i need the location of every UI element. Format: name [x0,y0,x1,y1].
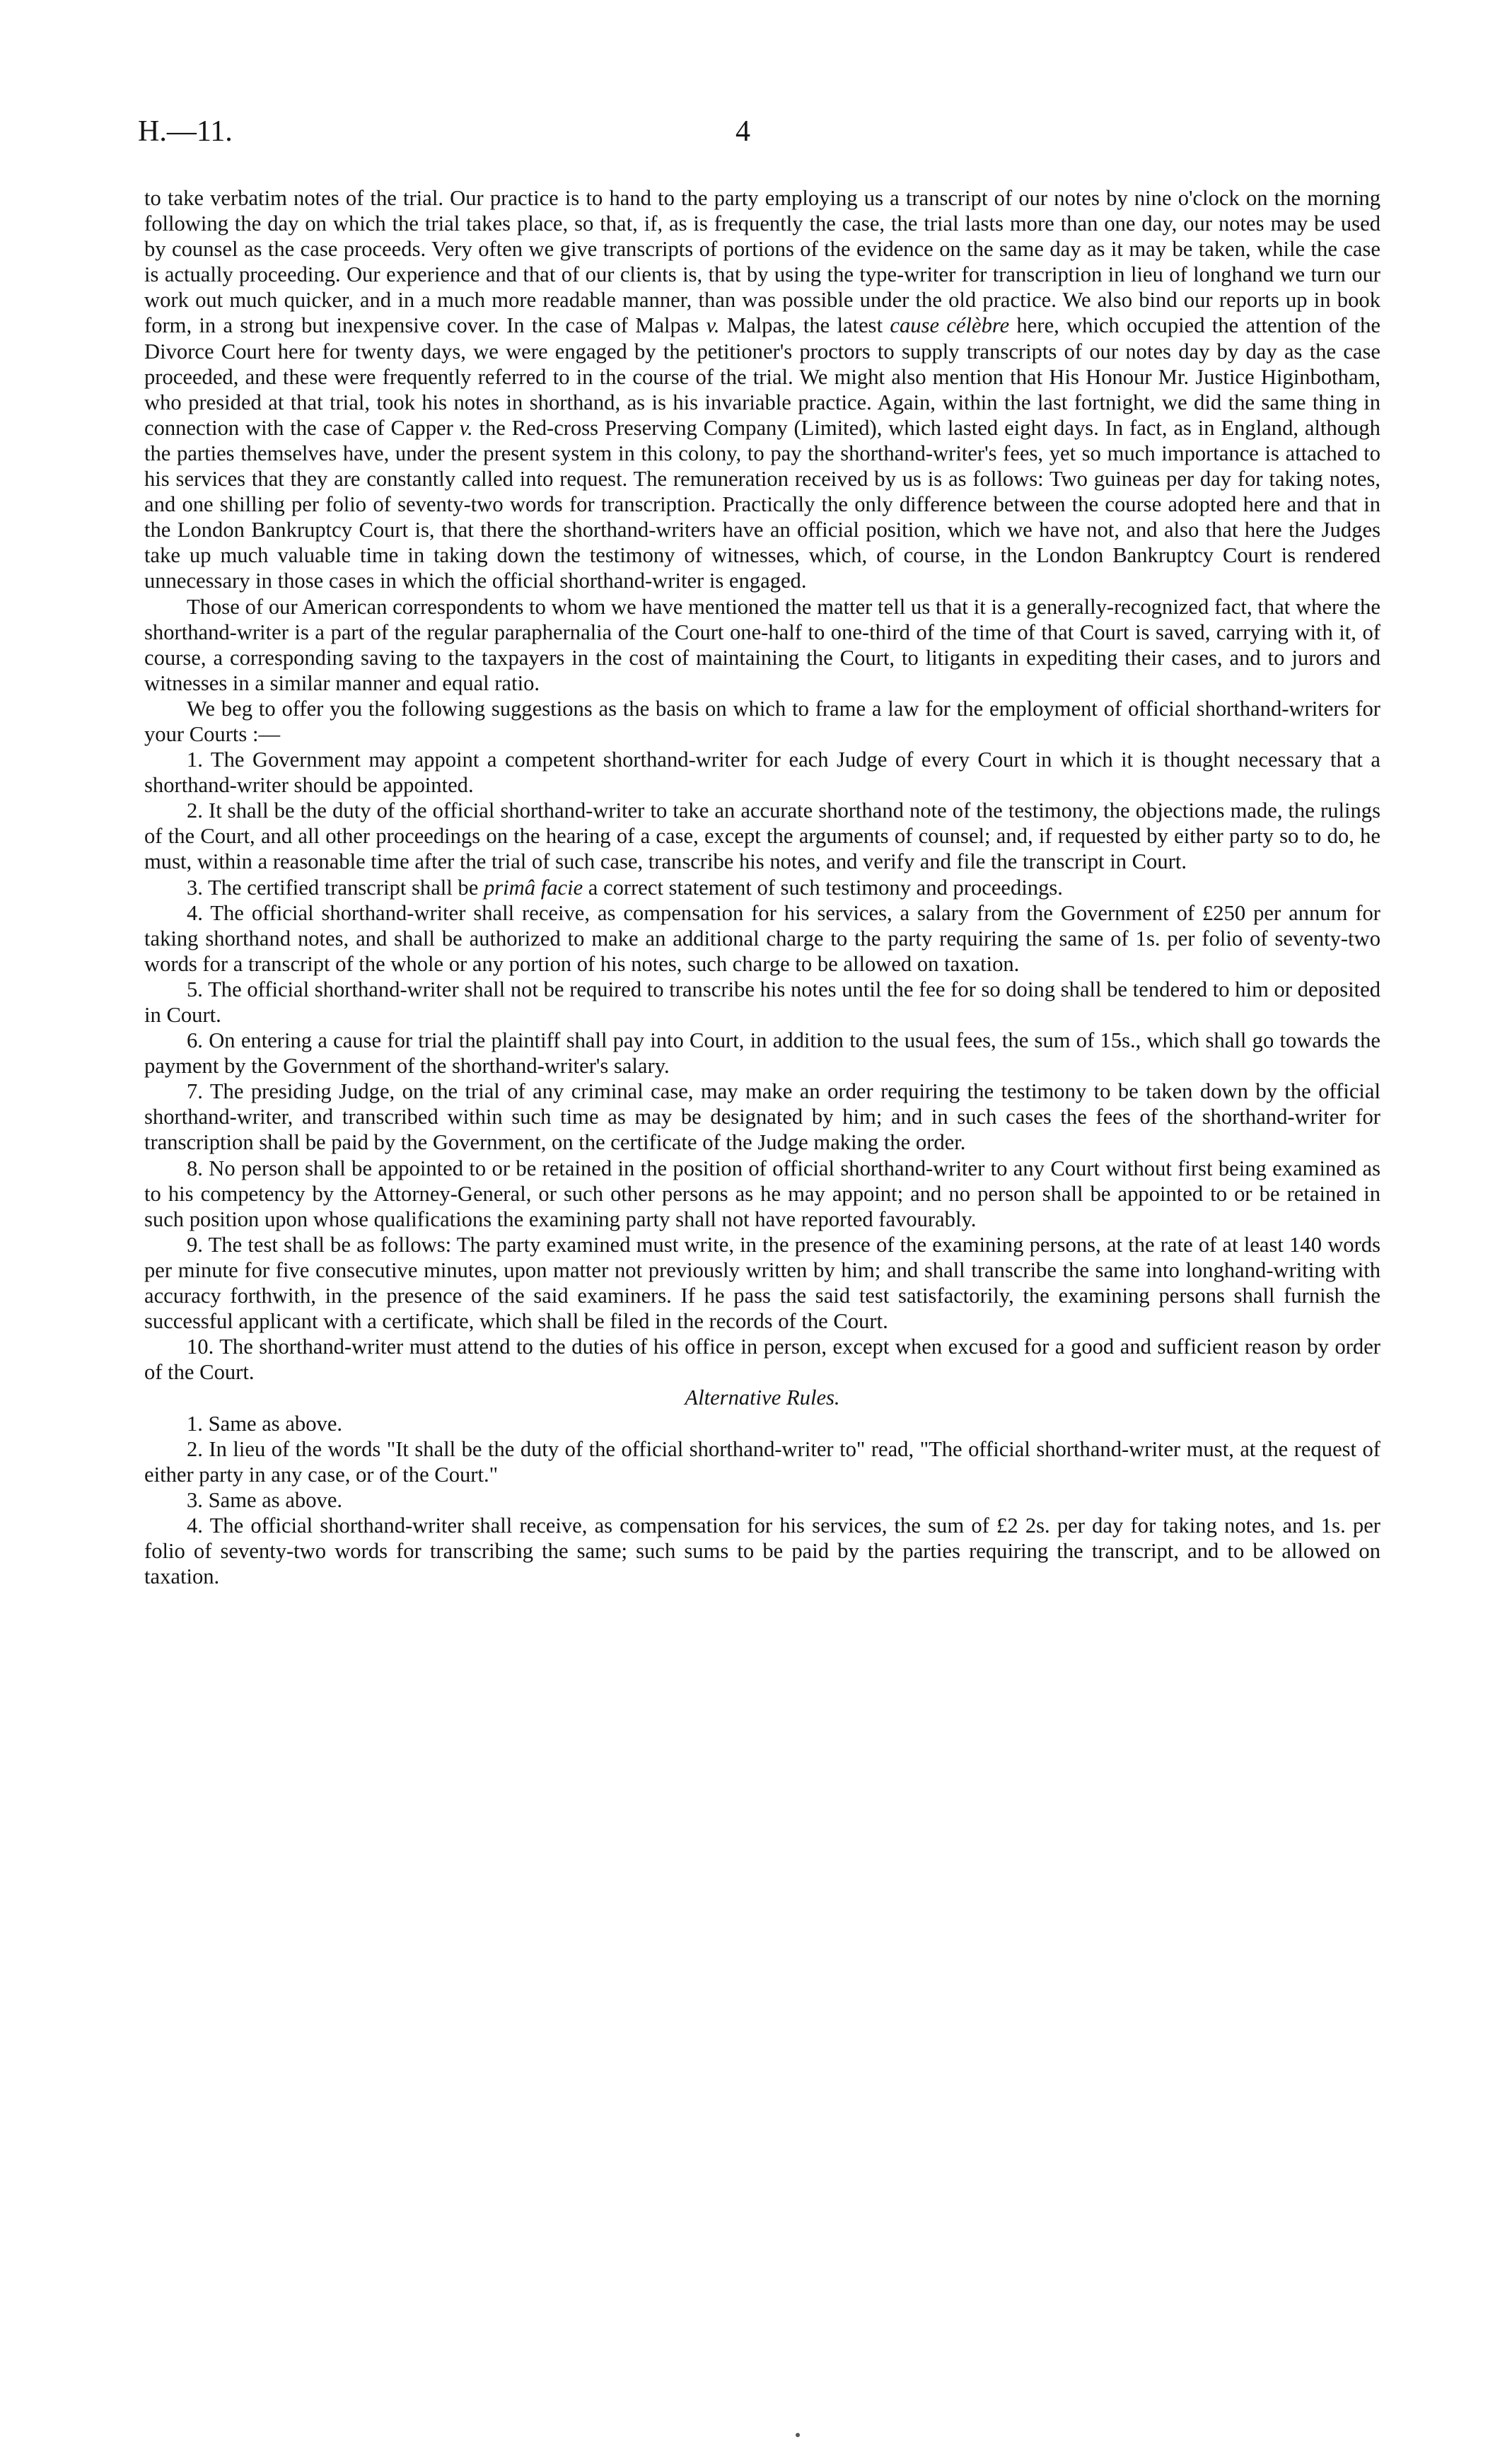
paragraph-continued: to take verbatim notes of the trial. Our practice is to hand to the party employing us a transcript of our notes by nine o'clock on the morning following the day on which the trial takes place, so that, if, as is frequently the case, the trial lasts more than one day, our notes may be used by counsel as the case proceeds. Very often we give transcripts of portions of the evidence on the same day as it may be taken, while the case is actually proceeding. Our experience and that of our clients is, that by using the type-writer for transcription in lieu of longhand we turn our work out much quicker, and in a much more readable manner, than was possible under the old practice. We also bind our reports up in book form, in a strong but inexpensive cover. In the case of Malpas v. Malpas, the latest cause célèbre here, which occupied the attention of the Divorce Court here for twenty days, we were engaged by the petitioner's proctors to supply transcripts of our notes day by day as the case proceeded, and these were frequently referred to in the course of the trial. We might also mention that His Honour Mr. Justice Higinbotham, who presided at that trial, took his notes in shorthand, as is his invariable practice. Again, within the last fortnight, we did the same thing in connection with the case of Capper v. the Red-cross Preserving Company (Limited), which lasted eight days. In fact, as in England, although the parties themselves have, under the present system in this colony, to pay the shorthand-writer's fees, yet so much importance is attached to his services that they are constantly called into request. The remuneration received by us is as follows: Two guineas per day for taking notes, and one shilling per folio of seventy-two words for transcription. Practically the only difference between the course adopted here and that in the London Bankruptcy Court is, that there the shorthand-writers have an official position, which we have not, and also that here the Judges take up much valuable time in taking down the testimony of witnesses, which, of course, in the London Bankruptcy Court is rendered unnecessary in those cases in which the official shorthand-writer is engaged. [144,186,1380,593]
rule-10: 10. The shorthand-writer must attend to the duties of his office in person, except when excused for a good and sufficient reason by order of the Court. [144,1335,1380,1385]
print-mark [796,2433,804,2437]
rule-9: 9. The test shall be as follows: The party examined must write, in the presence of the examining persons, at the rate of at least 140 words per minute for five consecutive minutes, upon matter not previously written by him; and shall transcribe the same into longhand-writing with accuracy forthwith, in the presence of the said examiners. If he pass the said test satisfactorily, the examining persons shall furnish the successful applicant with a certificate, which shall be filed in the records of the Court. [144,1232,1380,1334]
rule-1: 1. The Government may appoint a competent shorthand-writer for each Judge of every Court in which it is thought necessary that a shorthand-writer should be appointed. [144,748,1380,798]
rule-2: 2. It shall be the duty of the official shorthand-writer to take an accurate shorthand note of the testimony, the objections made, the rulings of the Court, and all other proceedings on the hearing of a case, except the arguments of counsel; and, if requested by either party so to do, he must, within a reasonable time after the trial of such case, transcribe his notes, and verify and file the transcript in Court. [144,798,1380,874]
parliamentary-paper-reference: H.—11. [138,115,233,148]
paragraph-american-correspondents: Those of our American correspondents to whom we have mentioned the matter tell us that it is a generally-recognized fact, that where the shorthand-writer is a part of the regular paraphernalia of the Court one-half to one-third of the time of that Court is saved, carrying with it, of course, a corresponding saving to the taxpayers in the cost of maintaining the Court, to litigants in expediting their cases, and to jurors and witnesses in a similar manner and equal ratio. [144,594,1380,695]
alternative-rule-1: 1. Same as above. [187,1411,343,1436]
alternative-rule-2: 2. In lieu of the words "It shall be the duty of the official shorthand-writer to" read, "The official shorthand-writer must, at the request of either party in any case, or of the Court." [144,1436,1380,1487]
rule-5: 5. The official shorthand-writer shall not be required to transcribe his notes until the fee for so doing shall be tendered to him or deposited in Court. [144,977,1380,1027]
rule-4: 4. The official shorthand-writer shall receive, as compensation for his services, a salary from the Government of £250 per annum for taking shorthand notes, and shall be authorized to make an additional charge to the party requiring the same of 1s. per folio of seventy-two words for a transcript of the whole or any portion of his notes, such charge to be allowed on taxation. [144,900,1380,976]
paragraph-suggestions-intro: We beg to offer you the following suggestions as the basis on which to frame a law for the employment of official shorthand-writers for your Courts :— [144,696,1380,746]
rule-3: 3. The certified transcript shall be primâ facie a correct statement of such testimony and proceedings. [187,875,1063,900]
page-header [138,112,1383,154]
page-number: 4 [735,115,750,148]
alternative-rules-heading: Alternative Rules. [685,1385,840,1410]
document-body [144,185,1380,1589]
alternative-rule-3: 3. Same as above. [187,1487,343,1512]
alternative-rule-4: 4. The official shorthand-writer shall receive, as compensation for his services, the sum of £2 2s. per day for taking notes, and 1s. per folio of seventy-two words for transcribing the same; such sums to be paid by the parties requiring the transcript, and to be allowed on taxation. [144,1513,1380,1589]
rule-8: 8. No person shall be appointed to or be retained in the position of official shorthand-writer to any Court without first being examined as to his competency by the Attorney-General, or such other persons as he may appoint; and no person shall be appointed to or be retained in such position upon whose qualifications the examining party shall not have reported favourably. [144,1156,1380,1231]
rule-7: 7. The presiding Judge, on the trial of any criminal case, may make an order requiring the testimony to be taken down by the official shorthand-writer, and transcribed within such time as may be designated by him; and in such cases the fees of the shorthand-writer for transcription shall be paid by the Government, on the certificate of the Judge making the order. [144,1079,1380,1155]
rule-6: 6. On entering a cause for trial the plaintiff shall pay into Court, in addition to the usual fees, the sum of 15s., which shall go towards the payment by the Government of the shorthand-writer's salary. [144,1028,1380,1079]
